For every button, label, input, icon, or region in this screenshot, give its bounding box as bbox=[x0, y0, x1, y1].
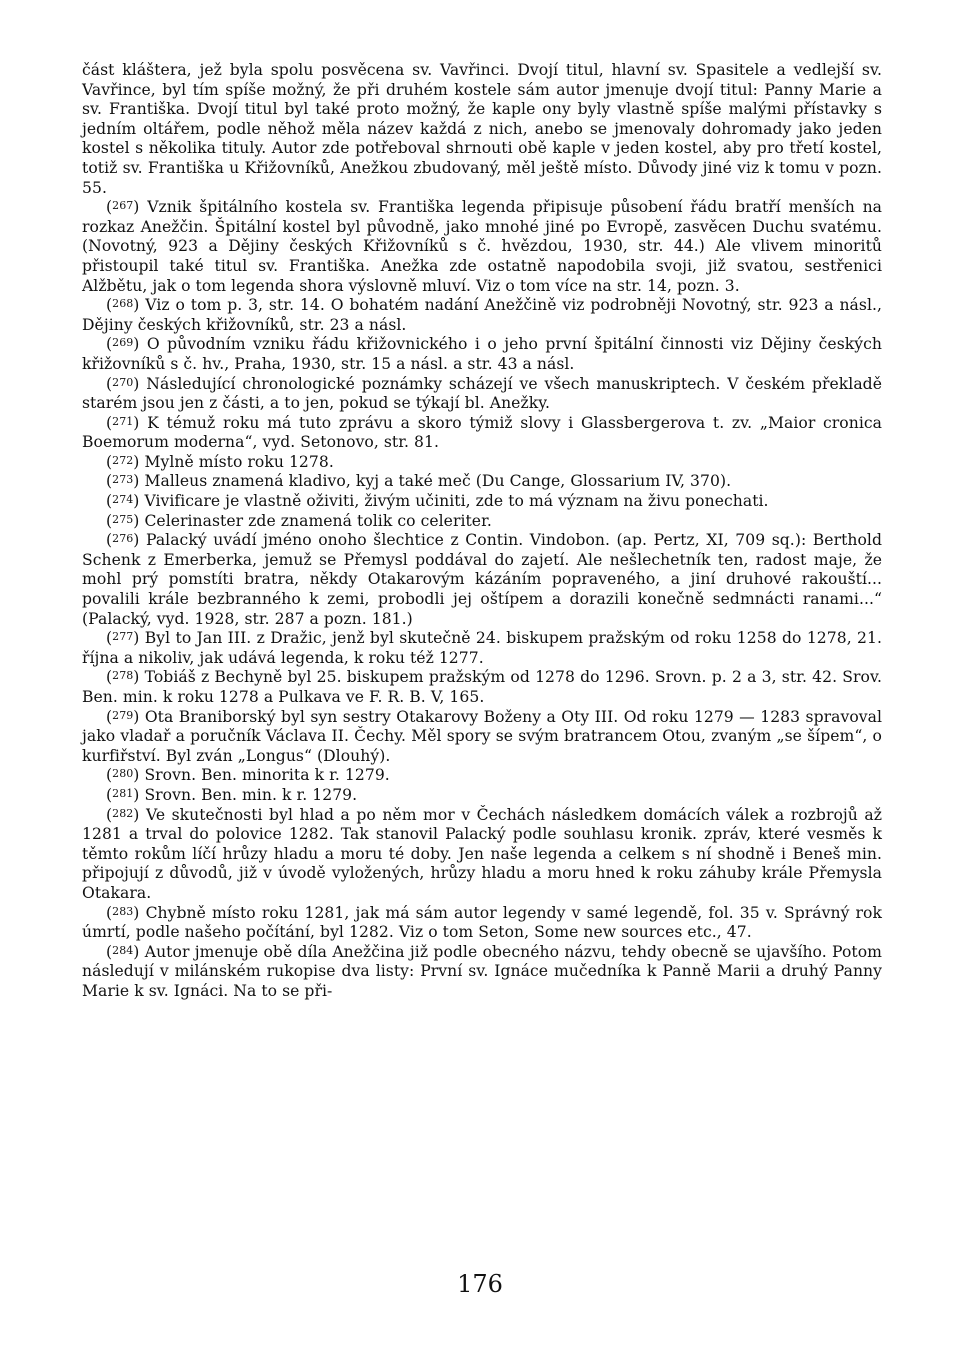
footnote-text: Autor jmenuje obě díla Anežčina již podle obecného názvu, tehdy obecně se ujavšího. Potom následují v milánském rukopise dva listy: První sv. Ignáce mučedníka k Panně Marii a druhý Panny Marie k sv. Ignáci. Na to se při- bbox=[82, 942, 882, 1000]
footnote-text: Byl to Jan III. z Dražic, jenž byl skutečně 24. biskupem pražským od roku 1258 do 1278, 21. října a nikoliv, jak udává legenda, k roku též 1277. bbox=[82, 629, 882, 667]
footnote-text: K témuž roku má tuto zprávu a skoro týmiž slovy i Glassbergerova t. zv. „Maior cronica Boemorum moderna“, vyd. Setonovo, str. 81. bbox=[82, 413, 883, 452]
footnote-number: 280 bbox=[112, 767, 134, 781]
footnote-text: Mylně místo roku 1278. bbox=[144, 452, 334, 471]
footnote-number: 279 bbox=[112, 708, 134, 722]
footnote: (275) Celerinaster zde znamená tolik co celeriter. bbox=[106, 511, 492, 530]
footnote: (277) Byl to Jan III. z Dražic, jenž byl skutečně 24. biskupem pražským od roku 1258 do 1278, 21. října a nikoliv, jak udává legenda, k roku též 1277. bbox=[82, 629, 882, 667]
footnote-number: 284 bbox=[112, 943, 134, 957]
footnote-number: 267 bbox=[112, 199, 134, 213]
footnote: (279) Ota Braniborský byl syn sestry Otakarovy Boženy a Oty III. Od roku 1279 — 1283 spravoval jako vladař a poručník Václava II. Čechy. Měl spory se svým bratrancem Otou, zvaným „se šípem“, o kurfiřství. Byl zván „Longus“ (Dlouhý). bbox=[82, 707, 882, 765]
footnote: (274) Vivificare je vlastně oživiti, živým učiniti, zde to má význam na živu ponechati. bbox=[106, 492, 769, 511]
footnote: (270) Následující chronologické poznámky scházejí ve všech manuskriptech. V českém překladě starém jsou jen z části, a to jen, pokud se týkají bl. Anežky. bbox=[82, 374, 882, 413]
footnote: (283) Chybně místo roku 1281, jak má sám autor legendy v samé legendě, fol. 35 v. Správný rok úmrtí, podle našeho počítání, byl 1282. Viz o tom Seton, Some new sources etc., 47. bbox=[82, 903, 882, 942]
footnote: (280) Srovn. Ben. minorita k r. 1279. bbox=[106, 766, 390, 785]
footnote-number: 281 bbox=[112, 786, 134, 800]
footnote: (284) Autor jmenuje obě díla Anežčina již podle obecného názvu, tehdy obecně se ujavšího. Potom následují v milánském rukopise dva listy: První sv. Ignáce mučedníka k Panně Marii a druhý Panny Marie k sv. Ignáci. Na to se při- bbox=[82, 942, 882, 1000]
footnote-number: 269 bbox=[112, 336, 134, 350]
footnote-text: Vivificare je vlastně oživiti, živým učiniti, zde to má význam na živu ponechati. bbox=[144, 492, 769, 511]
footnote-number: 283 bbox=[112, 904, 134, 918]
footnotes-list bbox=[82, 198, 882, 1001]
footnote: (272) Mylně místo roku 1278. bbox=[106, 452, 334, 471]
footnote-text: Srovn. Ben. min. k r. 1279. bbox=[144, 785, 358, 804]
footnote-number: 271 bbox=[112, 414, 134, 428]
footnote: (267) Vznik špitálního kostela sv. Františka legenda připisuje působení řádu bratří menších na rozkaz Anežčin. Špitální kostel byl původně, jako mnohé jiné po Evropě, zasvěcen Duchu svatému. (Novotný, 923 a Dějiny českých Křižovníků s č. hvězdou, 1930, str. 44.) Ale vlivem minoritů přistoupil také titul sv. Františka. Anežka zde ostatně napodobila svoji, již svatou, sestřenici Alžbětu, jak o tom legenda shora výslovně mluví. Viz o tom více na str. 14, pozn. 3. bbox=[82, 198, 883, 295]
footnote-text: Chybně místo roku 1281, jak má sám autor legendy v samé legendě, fol. 35 v. Správný rok úmrtí, podle našeho počítání, byl 1282. Viz o tom Seton, Some new sources etc., 47. bbox=[82, 903, 882, 942]
footnote-number: 274 bbox=[112, 493, 134, 507]
footnote: (281) Srovn. Ben. min. k r. 1279. bbox=[106, 785, 358, 804]
footnote-text: Tobiáš z Bechyně byl 25. biskupem pražským od 1278 do 1296. Srovn. p. 2 a 3, str. 42. Srov. Ben. min. k roku 1278 a Pulkava ve F. R. B. V, 165. bbox=[82, 668, 882, 706]
footnote-number: 278 bbox=[112, 669, 134, 683]
footnote-text: O původním vzniku řádu křižovnického i o jeho první špitální činnosti viz Dějiny českých křižovníků s č. hv., Praha, 1930, str. 15 a násl. a str. 43 a násl. bbox=[82, 335, 882, 373]
footnote-number: 273 bbox=[112, 473, 134, 487]
footnote: (268) Viz o tom p. 3, str. 14. O bohatém nadání Anežčině viz podrobněji Novotný, str. 923 a násl., Dějiny českých křižovníků, str. 23 a násl. bbox=[82, 296, 882, 334]
footnote-number: 277 bbox=[112, 630, 134, 644]
footnote: (271) K témuž roku má tuto zprávu a skoro týmiž slovy i Glassbergerova t. zv. „Maior cronica Boemorum moderna“, vyd. Setonovo, str. 81. bbox=[82, 413, 883, 452]
footnote: (276) Palacký uvádí jméno onoho šlechtice z Contin. Vindobon. (ap. Pertz, XI, 709 sq.): Berthold Schenk z Emerberka, jemuž se Přemysl poddával do zajetí. Ale nešlechetník ten, radost maje, že mohl prý pomstíti bratra, někdy Otakarovým kázáním popraveného, a jiní druhové rakouští... povalili krále bezbranného k zemi, probodli jej oštípem a dorazili konečně sedmnácti ranami...“ (Palacký, vyd. 1928, str. 287 a pozn. 181.) bbox=[82, 531, 883, 628]
footnote-text: Srovn. Ben. minorita k r. 1279. bbox=[144, 766, 390, 785]
footnote-number: 272 bbox=[112, 453, 134, 467]
footnote: (282) Ve skutečnosti byl hlad a po něm mor v Čechách následkem domácích válek a rozbrojů až 1281 a trval do polovice 1282. Tak stanovil Palacký podle souhlasu kronik. zpráv, které vesměs k těmto rokům líčí hrůzy hladu a moru té doby. Jen naše legenda a celkem s ní shodně i Beneš min. připojují z důvodů, již v úvodě vyložených, hrůzy hladu a moru hned k roku záhuby krále Přemysla Otakara. bbox=[82, 805, 882, 902]
intro-paragraph: část kláštera, jež byla spolu posvěcena sv. Vavřinci. Dvojí titul, hlavní sv. Spasitele a vedlejší sv. Vavřince, byl tím spíše možný, že při druhém kostele sám autor jmenuje dvojí titul: Panny Marie a sv. Františka. Dvojí titul byl také proto možný, že kaple ony byly vlastně spíše malými přístavky s jedním oltářem, podle něhož měla název každá z nich, anebo se jmenovaly dohromady jako jeden kostel s několika tituly. Autor zde potřeboval shrnouti obě kaple v jeden kostel, aby pro třetí kostel, totiž sv. Františka u Křižovníků, Anežkou zbudovaný, měl ještě místo. Důvody jiné viz k tomu v pozn. 55. bbox=[82, 61, 882, 197]
footnote-text: Vznik špitálního kostela sv. Františka legenda připisuje působení řádu bratří menších na rozkaz Anežčin. Špitální kostel byl původně, jako mnohé jiné po Evropě, zasvěcen Duchu svatému. (Novotný, 923 a Dějiny českých Křižovníků s č. hvězdou, 1930, str. 44.) Ale vlivem minoritů přistoupil také titul sv. Františka. Anežka zde ostatně napodobila svoji, již svatou, sestřenici Alžbětu, jak o tom legenda shora výslovně mluví. Viz o tom více na str. 14, pozn. 3. bbox=[82, 198, 883, 295]
footnote-text: Ve skutečnosti byl hlad a po něm mor v Čechách následkem domácích válek a rozbrojů až 1281 a trval do polovice 1282. Tak stanovil Palacký podle souhlasu kronik. zpráv, které vesměs k těmto rokům líčí hrůzy hladu a moru té doby. Jen naše legenda a celkem s ní shodně i Beneš min. připojují z důvodů, již v úvodě vyložených, hrůzy hladu a moru hned k roku záhuby krále Přemysla Otakara. bbox=[82, 805, 882, 902]
footnote-number: 268 bbox=[112, 297, 134, 311]
footnote-number: 270 bbox=[112, 375, 134, 389]
footnote-number: 282 bbox=[112, 806, 134, 820]
footnote-text: Následující chronologické poznámky scházejí ve všech manuskriptech. V českém překladě starém jsou jen z části, a to jen, pokud se týkají bl. Anežky. bbox=[82, 374, 882, 413]
footnote-text: Ota Braniborský byl syn sestry Otakarovy Boženy a Oty III. Od roku 1279 — 1283 spravoval jako vladař a poručník Václava II. Čechy. Měl spory se svým bratrancem Otou, zvaným „se šípem“, o kurfiřství. Byl zván „Longus“ (Dlouhý). bbox=[82, 707, 882, 765]
footnote: (278) Tobiáš z Bechyně byl 25. biskupem pražským od 1278 do 1296. Srovn. p. 2 a 3, str. 42. Srov. Ben. min. k roku 1278 a Pulkava ve F. R. B. V, 165. bbox=[82, 668, 882, 706]
footnote: (273) Malleus znamená kladivo, kyj a také meč (Du Cange, Glossarium IV, 370). bbox=[106, 472, 732, 491]
body-text bbox=[82, 61, 882, 1002]
footnote-number: 275 bbox=[112, 512, 134, 526]
footnote-text: Celerinaster zde znamená tolik co celeriter. bbox=[144, 511, 492, 530]
footnote-text: Palacký uvádí jméno onoho šlechtice z Contin. Vindobon. (ap. Pertz, XI, 709 sq.): Berthold Schenk z Emerberka, jemuž se Přemysl poddával do zajetí. Ale nešlechetník ten, radost maje, že mohl prý pomstíti bratra, někdy Otakarovým kázáním popraveného, a jiní druhové rakouští... povalili krále bezbranného k zemi, probodli jej oštípem a dorazili konečně sedmnácti ranami...“ (Palacký, vyd. 1928, str. 287 a pozn. 181.) bbox=[82, 531, 883, 628]
footnote: (269) O původním vzniku řádu křižovnického i o jeho první špitální činnosti viz Dějiny českých křižovníků s č. hv., Praha, 1930, str. 15 a násl. a str. 43 a násl. bbox=[82, 335, 882, 373]
footnote-text: Viz o tom p. 3, str. 14. O bohatém nadání Anežčině viz podrobněji Novotný, str. 923 a násl., Dějiny českých křižovníků, str. 23 a násl. bbox=[82, 296, 882, 334]
footnote-number: 276 bbox=[112, 532, 134, 546]
page-number: 176 bbox=[457, 1270, 503, 1298]
footnote-text: Malleus znamená kladivo, kyj a také meč (Du Cange, Glossarium IV, 370). bbox=[144, 472, 732, 491]
